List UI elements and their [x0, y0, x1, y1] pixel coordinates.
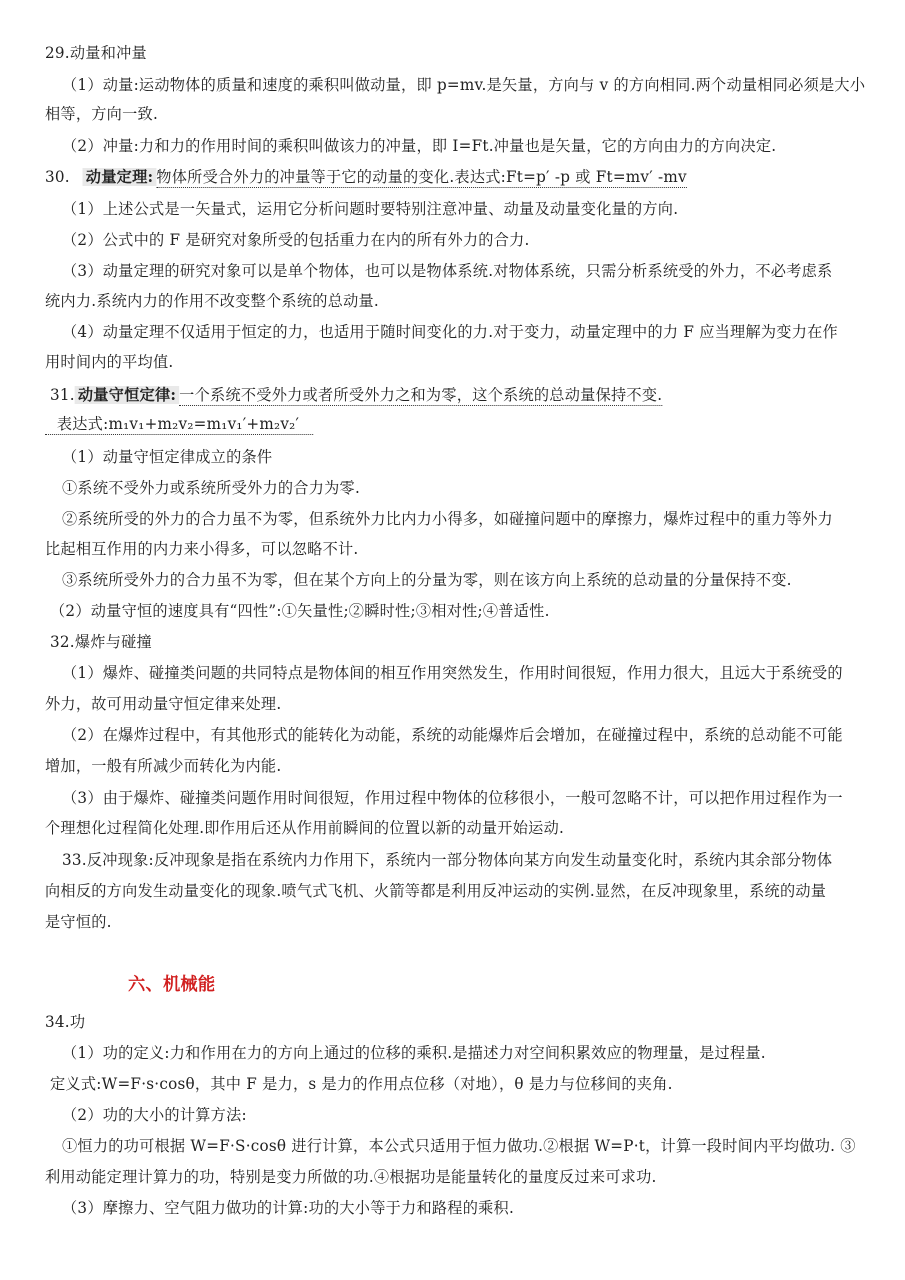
- paragraph-line: （1）上述公式是一矢量式，运用它分析问题时要特别注意冲量、动量及动量变化量的方向.: [62, 200, 679, 218]
- paragraph-line: （1）功的定义:力和作用在力的方向上通过的位移的乘积.是描述力对空间积累效应的物理量，是过程量.: [62, 1044, 766, 1062]
- paragraph-line: 增加，一般有所减少而转化为内能.: [45, 757, 282, 775]
- paragraph-line: 外力，故可用动量守恒定律来处理.: [45, 695, 282, 713]
- paragraph-line: 是守恒的.: [45, 913, 112, 931]
- theorem-title: 动量定理:: [83, 168, 156, 186]
- conservation-formula: 表达式:m₁v₁+m₂v₂=m₁v₁′+m₂v₂′: [45, 415, 313, 435]
- paragraph-line: （1）动量守恒定律成立的条件: [62, 448, 273, 466]
- section-title-mechanical-energy: 六、机械能: [128, 975, 216, 995]
- formula-line: [45, 413, 893, 435]
- law-title: 动量守恒定律:: [75, 386, 179, 404]
- heading-34: 34.功: [45, 1013, 86, 1031]
- paragraph-line: 定义式:W=F·s·cosθ，其中 F 是力，s 是力的作用点位移（对地），θ 是力与位移间的夹角.: [50, 1075, 673, 1093]
- paragraph-line: ①系统不受外力或系统所受外力的合力为零.: [62, 479, 361, 497]
- paragraph-line: （2）动量守恒的速度具有“四性”:①矢量性;②瞬时性;③相对性;④普适性.: [50, 602, 550, 620]
- heading-31: [50, 384, 893, 406]
- heading-number: 30.: [45, 168, 70, 186]
- paragraph-line: 个理想化过程简化处理.即作用后还从作用前瞬间的位置以新的动量开始运动.: [45, 819, 565, 837]
- paragraph-line: （2）公式中的 F 是研究对象所受的包括重力在内的所有外力的合力.: [62, 231, 530, 249]
- paragraph-line: （2）在爆炸过程中，有其他形式的能转化为动能，系统的动能爆炸后会增加，在碰撞过程中，系统的总动能不可能: [62, 726, 843, 744]
- paragraph-line: （1）爆炸、碰撞类问题的共同特点是物体间的相互作用突然发生，作用时间很短，作用力很大，且远大于系统受的: [62, 664, 843, 682]
- paragraph-line: ②系统所受的外力的合力虽不为零，但系统外力比内力小得多，如碰撞问题中的摩擦力，爆炸过程中的重力等外力: [62, 510, 833, 528]
- heading-29: 29.动量和冲量: [45, 44, 147, 62]
- paragraph-line: （1）动量:运动物体的质量和速度的乘积叫做动量，即 p=mv.是矢量，方向与 v 的方向相同.两个动量相同必须是大小: [62, 76, 866, 94]
- law-statement: 一个系统不受外力或者所受外力之和为零，这个系统的总动量保持不变.: [179, 386, 663, 404]
- paragraph-line: 利用动能定理计算力的功，特别是变力所做的功.④根据功是能量转化的量度反过来可求功.: [45, 1168, 657, 1186]
- theorem-statement: 物体所受合外力的冲量等于它的动量的变化.表达式:Ft=p′ -p 或 Ft=mv′ -mv: [156, 168, 687, 186]
- paragraph-line: 向相反的方向发生动量变化的现象.喷气式飞机、火箭等都是利用反冲运动的实例.显然，在反冲现象里，系统的动量: [45, 882, 827, 900]
- heading-number: 31.: [50, 386, 75, 404]
- paragraph-line: ①恒力的功可根据 W=F·S·cosθ 进行计算，本公式只适用于恒力做功.②根据 W=P·t，计算一段时间内平均做功. ③: [62, 1137, 856, 1155]
- paragraph-line: （2）冲量:力和力的作用时间的乘积叫做该力的冲量，即 I=Ft.冲量也是矢量，它的方向由力的方向决定.: [62, 137, 777, 155]
- heading-32: 32.爆炸与碰撞: [50, 633, 152, 651]
- paragraph-line: 相等，方向一致.: [45, 105, 159, 123]
- heading-30: [45, 166, 893, 188]
- paragraph-line: （3）动量定理的研究对象可以是单个物体，也可以是物体系统.对物体系统，只需分析系统受的外力，不必考虑系: [62, 262, 833, 280]
- paragraph-line: （2）功的大小的计算方法:: [62, 1106, 247, 1124]
- paragraph-line: 比起相互作用的内力来小得多，可以忽略不计.: [45, 540, 359, 558]
- paragraph-line: ③系统所受外力的合力虽不为零，但在某个方向上的分量为零，则在该方向上系统的总动量的分量保持不变.: [62, 571, 792, 589]
- paragraph-line: 统内力.系统内力的作用不改变整个系统的总动量.: [45, 292, 380, 310]
- paragraph-line: （3）摩擦力、空气阻力做功的计算:功的大小等于力和路程的乘积.: [62, 1199, 515, 1217]
- paragraph-line: （3）由于爆炸、碰撞类问题作用时间很短，作用过程中物体的位移很小，一般可忽略不计，可以把作用过程作为一: [62, 789, 843, 807]
- paragraph-line: （4）动量定理不仅适用于恒定的力，也适用于随时间变化的力.对于变力，动量定理中的力 F 应当理解为变力在作: [62, 323, 838, 341]
- paragraph-line: 用时间内的平均值.: [45, 353, 174, 371]
- paragraph-line: 33.反冲现象:反冲现象是指在系统内力作用下，系统内一部分物体向某方向发生动量变化时，系统内其余部分物体: [62, 851, 833, 869]
